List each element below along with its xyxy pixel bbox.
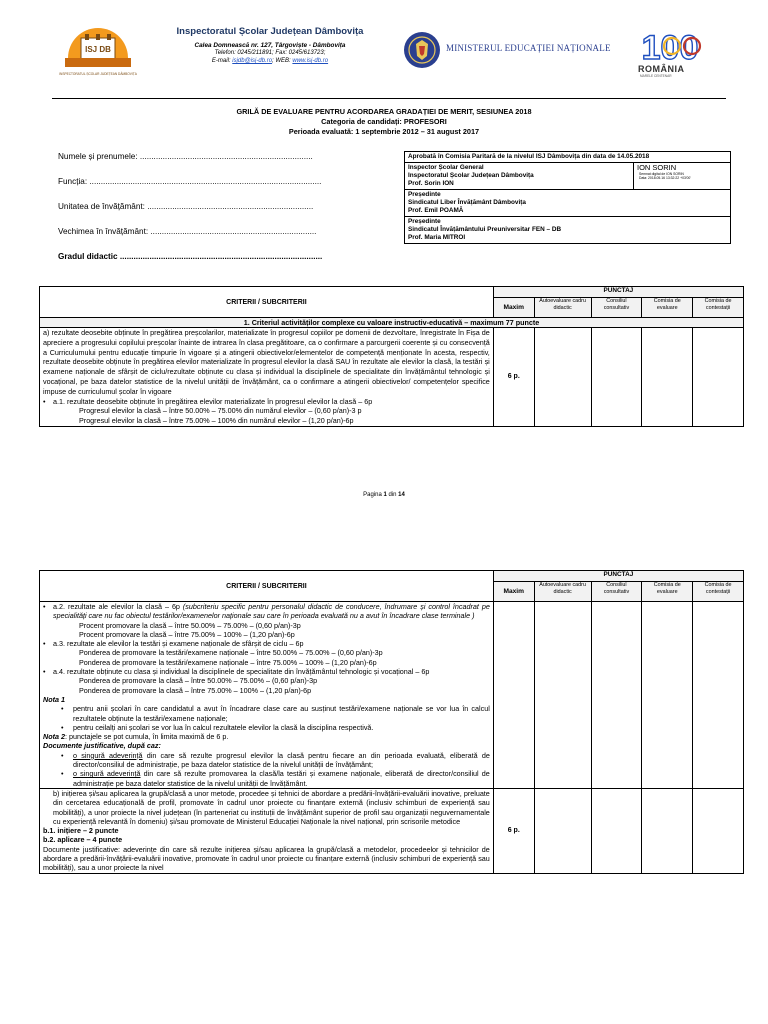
approval-org: Inspectoratul Școlar Județean Dâmbovița: [408, 172, 534, 179]
a2-line-1: Procent promovare la clasă – între 50.00% – 75.00% – (0,60 p/an)-3p: [79, 620, 301, 630]
a2-note: (subcriteriu specific pentru personalul didactic de conducere, îndrumare și control încadrat pe specialități care nu fac obiectul testărilor/examenelor naționale sau care în perioada evaluată nu a avut în încadrare clase terminale ): [53, 602, 490, 621]
subcriterion-a1: • a.1. rezultate deosebite obținute în pregătirea elevilor materializate în progresul elevilor la clasă – 6p: [43, 397, 490, 407]
header-maxim: Maxim: [493, 297, 534, 317]
doc-title: GRILĂ DE EVALUARE PENTRU ACORDAREA GRADAȚIEI DE MERIT, SESIUNEA 2018: [236, 107, 532, 116]
doc-2-underline: o singură adeverință: [73, 769, 141, 779]
field-function[interactable]: Funcția: ......................................................................................................: [58, 177, 322, 186]
score-consiliu-cell[interactable]: [591, 788, 642, 873]
nota-2-label: Nota 2: [43, 732, 65, 742]
header-comisia-cont: Comisia de contestații: [693, 297, 744, 317]
score-autoeval-cell[interactable]: [534, 602, 591, 789]
a3-line-1: Ponderea de promovare la testări/examene naționale – între 50.00% – 75.00% – (0,60 p/an)-3p: [79, 648, 383, 658]
romania-word: ROMÂNIA: [638, 64, 685, 74]
a2-label: a.2. rezultate ale elevilor la clasă – 6p: [53, 602, 180, 611]
max-points-cell: [493, 602, 534, 789]
a3-line-2: Ponderea de promovare la testări/examene naționale – între 75.00% – 100% – (1,20 p/an)-6p: [79, 657, 377, 667]
header-comisia-eval: Comisia de evaluare: [642, 581, 693, 601]
header-punctaj: PUNCTAJ: [493, 287, 743, 298]
institution-phone: Telefon: 0245/211891; Fax: 0245/613723;: [214, 50, 326, 56]
ministry-crest-icon: [400, 30, 444, 70]
criterion-b-text: b) inițierea și/sau aplicarea la grupă/clasă a unor metode, procedee și tehnici de abordare a predării-învățării-evaluării inovative, preluate din cercetarea educațională de profil, promovate în cadrul unor proiecte cu finanțare externă (inclusiv schimburi de experiență sau mobilități), a unor proiecte la nivel județean (în parteneriat cu instituții de învățământ superior de profil sau organizații neguvernamentale cu experiență relevantă în domeniu) și/sau promovate de Ministerul Educației Naționale la nivel național, prin scrisorile metodice: [53, 788, 490, 826]
nota-1: Nota 1: [43, 694, 65, 704]
page-footer: [0, 492, 768, 498]
docs-label: Documente justificative, după caz: [43, 741, 159, 751]
institution-title: Inspectoratul Școlar Județean Dâmbovița: [176, 26, 364, 37]
score-comisia-cont-cell[interactable]: [693, 328, 744, 427]
approval-role: Președinte: [408, 191, 441, 198]
a1-line-2: Progresul elevilor la clasă – între 75.00% – 100% din numărul elevilor – (1,20 p/an)-6p: [79, 416, 354, 426]
header-criteria: CRITERII / SUBCRITERII: [40, 287, 494, 318]
approval-org: Sindicatul Învățământului Preuniversitar FEN – DB: [408, 226, 562, 233]
doc-1: [43, 751, 490, 770]
web-label: ; WEB:: [272, 58, 291, 64]
nota-1-bullet-1: • pentru anii școlari în care candidatul a avut în încadrare clase care au susținut testări/examene naționale se vor lua în calcul rezultatele obținute la testări/examene naționale;: [43, 704, 490, 723]
logo-text: ISJ DB: [85, 45, 111, 54]
criterion-a-cont: [40, 602, 494, 789]
field-school[interactable]: Unitatea de învățământ: .........................................................................: [58, 202, 314, 211]
approval-role: Președinte: [408, 218, 441, 225]
approval-box: [404, 151, 731, 244]
doc-2: [43, 769, 490, 788]
approval-inspector: [405, 163, 634, 190]
score-consiliu-cell[interactable]: [591, 602, 642, 789]
score-autoeval-cell[interactable]: [534, 788, 591, 873]
doc-2-text: din care să rezulte promovarea la clasă/la testări și examene naționale, eliberată de director/consiliul de administrație pe baza datelor statistice de la nivelul unității de învățământ.: [73, 769, 490, 788]
ministry-name: MINISTERUL EDUCAȚIEI NAȚIONALE: [446, 43, 611, 53]
approval-org: Sindicatul Liber Învățământ Dâmbovița: [408, 199, 526, 206]
header-consiliu: Consiliul consultativ: [591, 297, 642, 317]
page-gap: [0, 528, 768, 560]
criteria-table-page1: [39, 286, 744, 427]
subcriterion-a4: • a.4. rezultate obținute cu clasa și individual la disciplinele de specialitate din învățământul tehnologic și vocațional – 6p: [43, 667, 490, 676]
footer-page: 1: [383, 492, 387, 498]
digital-signature: [634, 163, 731, 190]
doc-1-underline: o singură adeverință: [73, 750, 143, 760]
a2-line-2: Procent promovare la clasă – între 75.00% – 100% – (1,20 p/an)-6p: [79, 629, 295, 639]
centenary-number: 100: [641, 29, 699, 66]
subcriterion-a2: [43, 602, 490, 621]
nota-1-bullet-2: • pentru ceilalți ani școlari se vor lua în calcul rezultatele elevilor la clasă la disciplina respectivă.: [43, 723, 490, 732]
score-comisia-cont-cell[interactable]: [693, 602, 744, 789]
subcriterion-a3: • a.3. rezultate ale elevilor la testări și examene naționale de sfârșit de ciclu – 6p: [43, 639, 490, 648]
email-label: E-mail:: [211, 58, 231, 64]
a1-line-1: Progresul elevilor la clasă – între 50.00% – 75.00% din numărul elevilor – (0,60 p/an)-3 p: [79, 406, 362, 416]
criterion-b: [40, 788, 494, 873]
approval-head: Aprobată în Comisia Paritară de la nivelul ISJ Dâmbovița din data de 14.05.2018: [405, 152, 731, 163]
score-autoeval-cell[interactable]: [534, 328, 591, 427]
header-punctaj: PUNCTAJ: [493, 571, 743, 582]
header-criteria: CRITERII / SUBCRITERII: [40, 571, 494, 602]
score-comisia-eval-cell[interactable]: [642, 328, 693, 427]
doc-category: Categoria de candidați: PROFESORI: [321, 117, 447, 126]
header-autoeval: Autoevaluare cadru didactic: [534, 297, 591, 317]
section-1-title: 1. Criteriul activităților complexe cu valoare instructiv-educativă – maximum 77 puncte: [40, 318, 744, 328]
header-comisia-eval: Comisia de evaluare: [642, 297, 693, 317]
document-titles: [60, 107, 708, 137]
institution-header: [150, 26, 390, 65]
score-consiliu-cell[interactable]: [591, 328, 642, 427]
docs-heading: Documente justificative, după caz:: [43, 741, 161, 751]
candidate-fields: [58, 152, 388, 277]
header-divider: [52, 98, 726, 99]
criterion-a-text: a) rezultate deosebite obținute în pregătirea preșcolarilor, materializate în progresul copiilor pe domenii de dezvoltare, înregistrate în Fișa de apreciere a progresului copilului preșcolar înainte de intrarea în clasa pregătitoare, ca o confirmare a parcurgerii coerente și cu consecvență a Curriculumului pentru educație timpurie în vigoare și a atingerii obiectivelor/elementelor de competență menționate în acesta, respectiv, rezultate deosebite obținute în pregătirea elevilor materializate în progresul elevilor la clasă SAU în rezultate ale elevilor la clasă, la testări și examene naționale de sfârșit de ciclu/rezultate obținute cu clasa și individual la disciplinele de specialitate din învățământul tehnologic și vocațional, pe baza datelor statistice de la nivelul unității de învățământ, ca o confirmare a atingerii obiectivelor/ competențelor specifice impuse de curriculumul școlar în vigoare: [43, 328, 490, 396]
max-points-b: 6 p.: [493, 788, 534, 873]
institution-address: Calea Domnească nr. 127, Târgoviște - Dâmbovița: [194, 42, 346, 49]
criteria-table-page2: [39, 570, 744, 874]
approval-union-2: [405, 217, 731, 244]
approval-person: Prof. Sorin ION: [408, 180, 454, 187]
header-consiliu: Consiliul consultativ: [591, 581, 642, 601]
field-degree[interactable]: Gradul didactic .........................................................................................: [58, 252, 323, 261]
header-autoeval: Autoevaluare cadru didactic: [534, 581, 591, 601]
footer-label: Pagina: [363, 492, 384, 498]
a4-line-2: Ponderea de promovare la clasă – între 75.00% – 100% – (1,20 p/an)-6p: [79, 685, 312, 695]
a4-line-1: Ponderea de promovare la clasă – între 50.00% – 75.00% – (0,60 p/an)-3p: [79, 676, 318, 686]
field-name[interactable]: Numele și prenumele: ............................................................................: [58, 152, 313, 161]
signer-name: ION SORIN: [637, 163, 677, 172]
score-comisia-eval-cell[interactable]: [642, 788, 693, 873]
header-comisia-cont: Comisia de contestații: [693, 581, 744, 601]
criterion-b1: b.1. inițiere – 2 puncte: [43, 826, 119, 836]
approval-role: Inspector Școlar General: [408, 164, 484, 171]
header-maxim: Maxim: [493, 581, 534, 601]
score-comisia-cont-cell[interactable]: [693, 788, 744, 873]
email-link[interactable]: isjdb@isj-db.ro: [232, 58, 273, 64]
signer-note: Semnat digital de ION SORIN Data: 2018.05.16 13:32:22 +03'00': [639, 172, 691, 181]
footer-total: 14: [398, 492, 405, 498]
criterion-b-docs: Documente justificative: adeverințe din care să rezulte inițierea și/sau aplicarea la grupă/clasă a metodelor, procedeelor și tehnicilor de abordare a predării-învățării-evaluării inovative, promovate în cadrul unor proiecte cu finanțare externă (inclusiv schimburi de experiență sau mobilități), sau a unor proiecte la nivel: [43, 844, 490, 873]
criterion-a: [40, 328, 494, 427]
page-2: [0, 560, 768, 1024]
footer-of: din: [386, 492, 399, 498]
nota-2-text: : punctajele se pot cumula, în limita maximă de 6 p.: [64, 732, 229, 742]
institution-contacts: [150, 57, 390, 65]
doc-1-text: din care să rezulte progresul elevilor la clasă pentru fiecare an din perioada evaluată, eliberată de director/consiliul de administrație, pe baza datelor statistice de la nivelul unității de învățământ;: [73, 750, 490, 770]
approval-union-1: [405, 190, 731, 217]
max-points-a: 6 p.: [493, 328, 534, 427]
approval-person: Prof. Maria MITROI: [408, 234, 466, 241]
score-comisia-eval-cell[interactable]: [642, 602, 693, 789]
field-seniority[interactable]: Vechimea în învățământ: .........................................................................: [58, 227, 317, 236]
romania-subtitle: MARELE CENTENAR: [640, 74, 672, 78]
logo-caption: INSPECTORATUL ȘCOLAR JUDEȚEAN DÂMBOVIȚA: [59, 72, 137, 76]
nota-2: [43, 732, 490, 741]
web-link[interactable]: www.isj-db.ro: [292, 58, 329, 64]
criterion-b2: b.2. aplicare – 4 puncte: [43, 835, 123, 845]
approval-person: Prof. Emil POAMĂ: [408, 207, 464, 214]
doc-period: Perioada evaluată: 1 septembrie 2012 – 31 august 2017: [288, 127, 480, 136]
isj-logo: [55, 24, 141, 78]
